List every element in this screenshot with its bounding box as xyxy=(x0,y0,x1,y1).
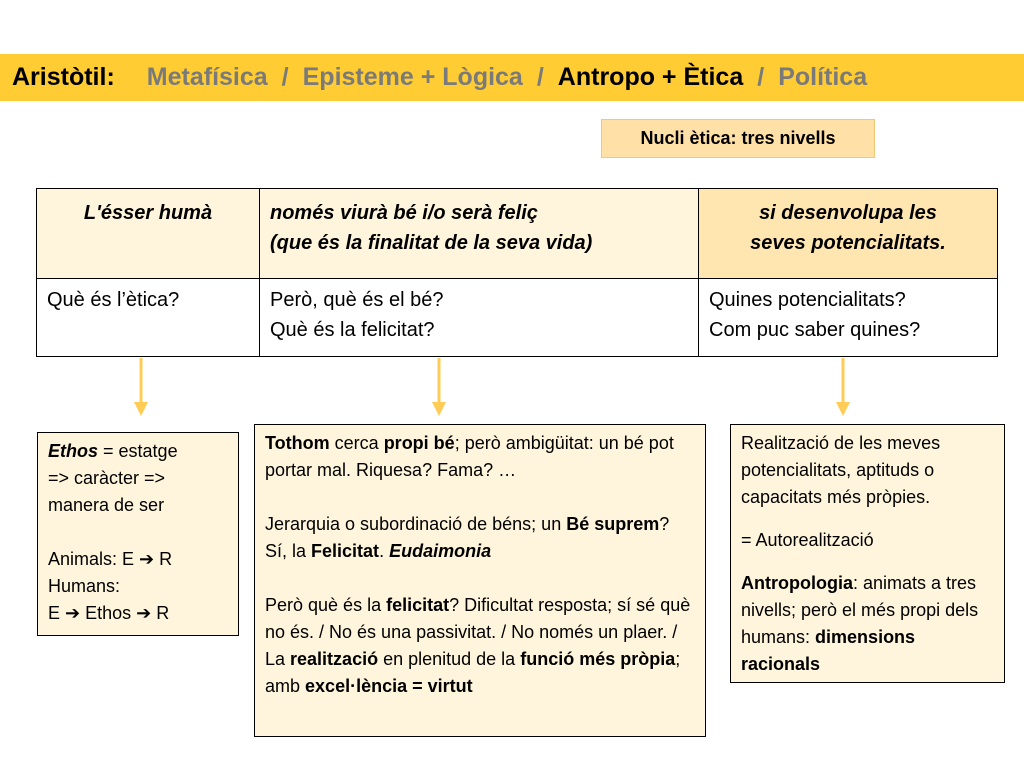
cell-text: Què és l’ètica? xyxy=(47,289,180,311)
bold-term: felicitat xyxy=(386,595,450,615)
ethos-definition xyxy=(48,438,228,465)
cell-text: Quines potencialitats? xyxy=(709,289,906,311)
spacer xyxy=(741,554,994,570)
paragraph xyxy=(265,592,695,646)
table-cell xyxy=(37,279,260,357)
bold-term: Antropologia xyxy=(741,573,853,593)
bold-term: propi bé xyxy=(383,433,455,453)
down-arrow-icon xyxy=(836,358,850,416)
cell-text: només viurà bé i/o serà feliç xyxy=(270,202,538,224)
cell-text: Com puc saber quines? xyxy=(709,319,921,341)
bold-term: dimensions racionals xyxy=(741,627,916,674)
paragraph xyxy=(265,511,695,565)
text: en plenitud de la xyxy=(378,649,521,669)
cell-text: seves potencialitats. xyxy=(750,232,946,254)
self-realization-box xyxy=(730,424,1005,683)
table-row xyxy=(37,279,998,357)
table-cell xyxy=(699,189,998,279)
ethos-box xyxy=(37,432,239,636)
three-levels-table xyxy=(36,188,998,357)
header-separator: / xyxy=(536,63,544,91)
happiness-box xyxy=(254,424,706,737)
down-arrow-icon xyxy=(432,358,446,416)
text: cerca xyxy=(329,433,384,453)
humans-formula: E ➔ Ethos ➔ R xyxy=(48,603,170,623)
cell-text: Què és la felicitat? xyxy=(270,319,435,341)
spacer xyxy=(265,484,695,511)
spacer xyxy=(265,565,695,592)
bold-term: Felicitat xyxy=(311,541,380,561)
bold-term: funció més pròpia xyxy=(520,649,676,669)
text: ; però ambigüitat: un bé pot portar mal. Riquesa? Fama? … xyxy=(265,433,674,480)
spacer xyxy=(741,511,994,527)
bold-term: Bé suprem xyxy=(566,514,660,534)
humans-label: Humans: xyxy=(48,576,121,596)
bold-term: Tothom xyxy=(265,433,330,453)
down-arrow-icon xyxy=(134,358,148,416)
paragraph: = Autorealització xyxy=(741,530,874,550)
header-segment-politica[interactable]: Política xyxy=(778,63,868,91)
text: : animats a tres nivells; però el més propi dels humans: xyxy=(741,573,979,647)
section-badge: Nucli ètica: tres nivells xyxy=(601,119,875,158)
header-segment-episteme[interactable]: Episteme + Lògica xyxy=(302,63,523,91)
paragraph xyxy=(265,430,695,484)
cell-text: si desenvolupa les xyxy=(759,202,937,224)
header-title: Aristòtil: xyxy=(12,63,115,91)
table-cell xyxy=(260,189,699,279)
table-cell xyxy=(260,279,699,357)
bold-term: realització xyxy=(290,649,379,669)
header-segment-metafisica[interactable]: Metafísica xyxy=(146,63,268,91)
spacer xyxy=(48,519,228,546)
cell-text: (que és la finalitat de la seva vida) xyxy=(270,232,593,254)
header-separator: / xyxy=(757,63,765,91)
ethos-line: manera de ser xyxy=(48,495,165,515)
text: ? Dificultat resposta; sí sé què no és. / No és una passivitat. / No només un plaer. / xyxy=(265,595,691,642)
table-cell xyxy=(699,279,998,357)
paragraph: Realització de les meves potencialitats, aptituds o capacitats més pròpies. xyxy=(741,433,941,507)
text: Jerarquia o subordinació de béns; un xyxy=(265,514,567,534)
bold-italic-term: Eudaimonia xyxy=(389,541,492,561)
header-bar xyxy=(0,54,1024,101)
cell-text: Però, què és el bé? xyxy=(270,289,444,311)
bold-term: excel·lència = virtut xyxy=(305,676,473,696)
header-separator: / xyxy=(281,63,289,91)
header-segment-antropo-etica[interactable]: Antropo + Ètica xyxy=(557,63,744,91)
text: ? Sí, la xyxy=(265,514,670,561)
table-cell xyxy=(37,189,260,279)
text: ; amb xyxy=(265,649,681,696)
animals-formula: Animals: E ➔ R xyxy=(48,549,173,569)
ethos-def-text: = estatge xyxy=(98,441,178,461)
cell-text: L'ésser humà xyxy=(83,202,213,224)
text: . xyxy=(379,541,390,561)
paragraph xyxy=(265,646,695,700)
ethos-line: => caràcter => xyxy=(48,468,166,488)
paragraph xyxy=(741,570,994,678)
text: Però què és la xyxy=(265,595,387,615)
text: La xyxy=(265,649,291,669)
ethos-term: Ethos xyxy=(48,441,99,461)
table-header-row xyxy=(37,189,998,279)
